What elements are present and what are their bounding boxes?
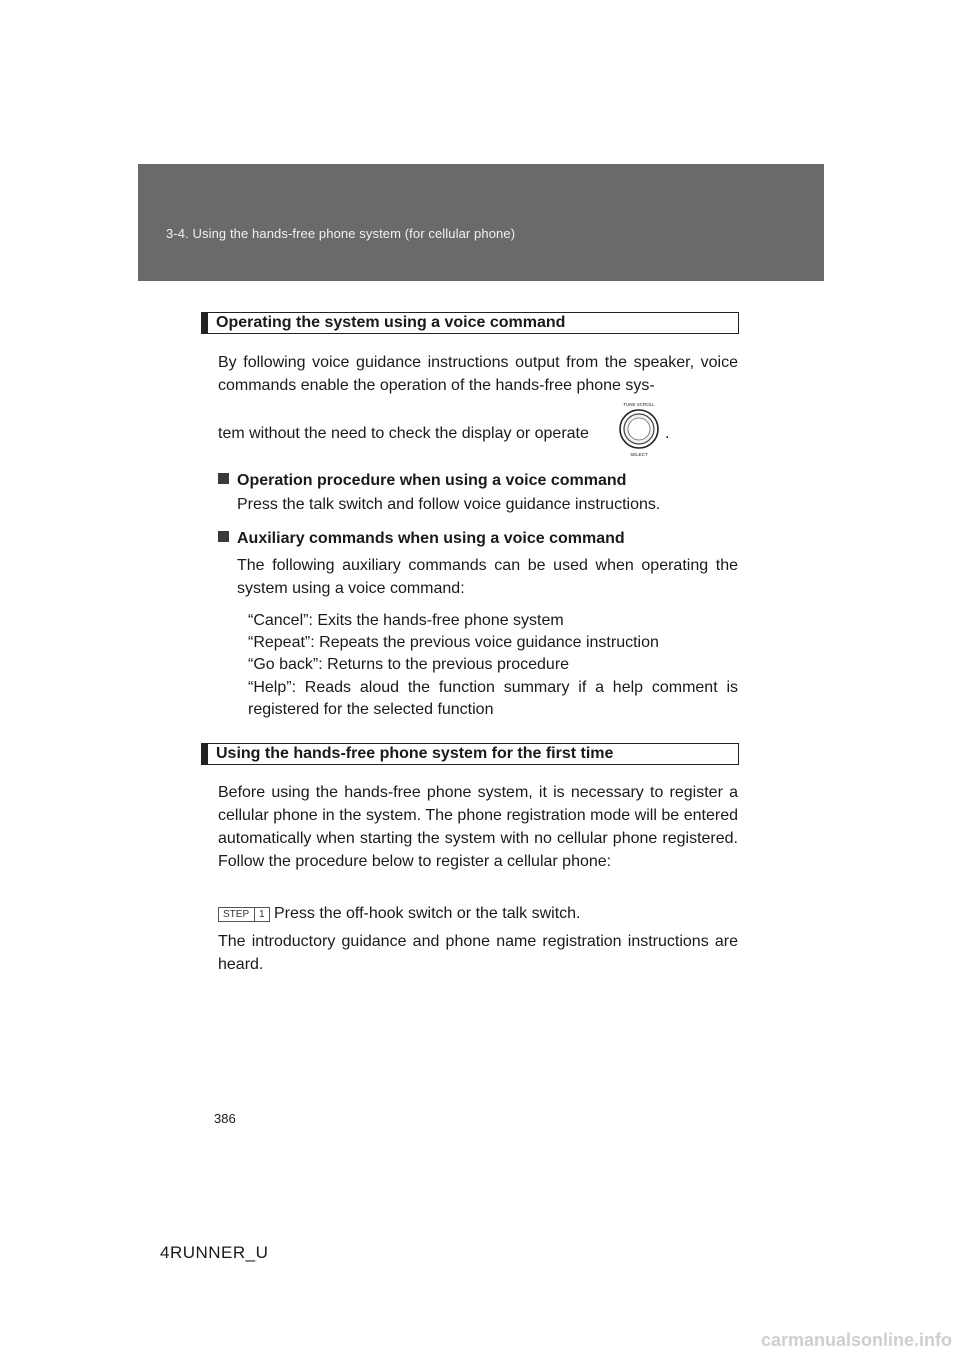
- page-number: 386: [214, 1111, 236, 1126]
- command-help: “Help”: Reads aloud the function summary if a help comment is registered for the selected function: [248, 679, 738, 718]
- subheading-auxiliary-commands-label: Auxiliary commands when using a voice command: [237, 530, 625, 547]
- knob-top-label: TUNE SCROLL: [623, 402, 655, 407]
- section-heading-voice-command: [201, 312, 739, 334]
- step-badge: [218, 907, 270, 922]
- command-go-back: “Go back”: Returns to the previous procedure: [248, 656, 570, 673]
- step-number: 1: [259, 909, 265, 920]
- heading-bar: [202, 744, 208, 764]
- section-heading-label: Operating the system using a voice command: [216, 314, 566, 331]
- intro-line-2: [218, 425, 589, 443]
- heading-bar: [202, 313, 208, 333]
- intro-line-2-period: .: [665, 425, 670, 442]
- intro-paragraph: By following voice guidance instructions output from the speaker, voice commands enable the operation of the hands-free phone sys-: [218, 354, 738, 394]
- subheading-operation-procedure-label: Operation procedure when using a voice command: [237, 472, 627, 489]
- square-bullet-icon: [218, 473, 229, 484]
- operation-procedure-text: Press the talk switch and follow voice guidance instructions.: [237, 496, 661, 513]
- command-repeat: “Repeat”: Repeats the previous voice guidance instruction: [248, 634, 659, 651]
- header-band: [138, 164, 824, 281]
- square-bullet-icon: [218, 531, 229, 542]
- first-time-paragraph: Before using the hands-free phone system, it is necessary to register a cellular phone in the system. The phone registration mode will be entered automatically when starting the system with no cellular phone registered. Follow the procedure below to register a cellular phone:: [218, 784, 738, 870]
- header-title: 3-4. Using the hands-free phone system (for cellular phone): [166, 226, 516, 241]
- knob-bottom-label: SELECT: [630, 452, 648, 457]
- step-divider: [254, 908, 255, 921]
- subheading-auxiliary-commands: [218, 530, 625, 548]
- intro-line-2-text: tem without the need to check the display or operate: [218, 425, 589, 442]
- tune-select-knob-icon: [614, 400, 664, 458]
- step-1-text: Press the off-hook switch or the talk switch.: [274, 905, 581, 922]
- footer-code: 4RUNNER_U: [160, 1243, 269, 1262]
- step-word: STEP: [223, 909, 250, 920]
- result-paragraph: The introductory guidance and phone name registration instructions are heard.: [218, 933, 738, 973]
- command-cancel: “Cancel”: Exits the hands-free phone system: [248, 612, 564, 629]
- section-heading-label: Using the hands-free phone system for the first time: [216, 745, 614, 762]
- watermark: carmanualsonline.info: [760, 1330, 952, 1350]
- auxiliary-commands-text: The following auxiliary commands can be used when operating the system using a voice command:: [237, 557, 738, 597]
- subheading-operation-procedure: [218, 472, 626, 490]
- section-heading-first-time: [201, 743, 739, 765]
